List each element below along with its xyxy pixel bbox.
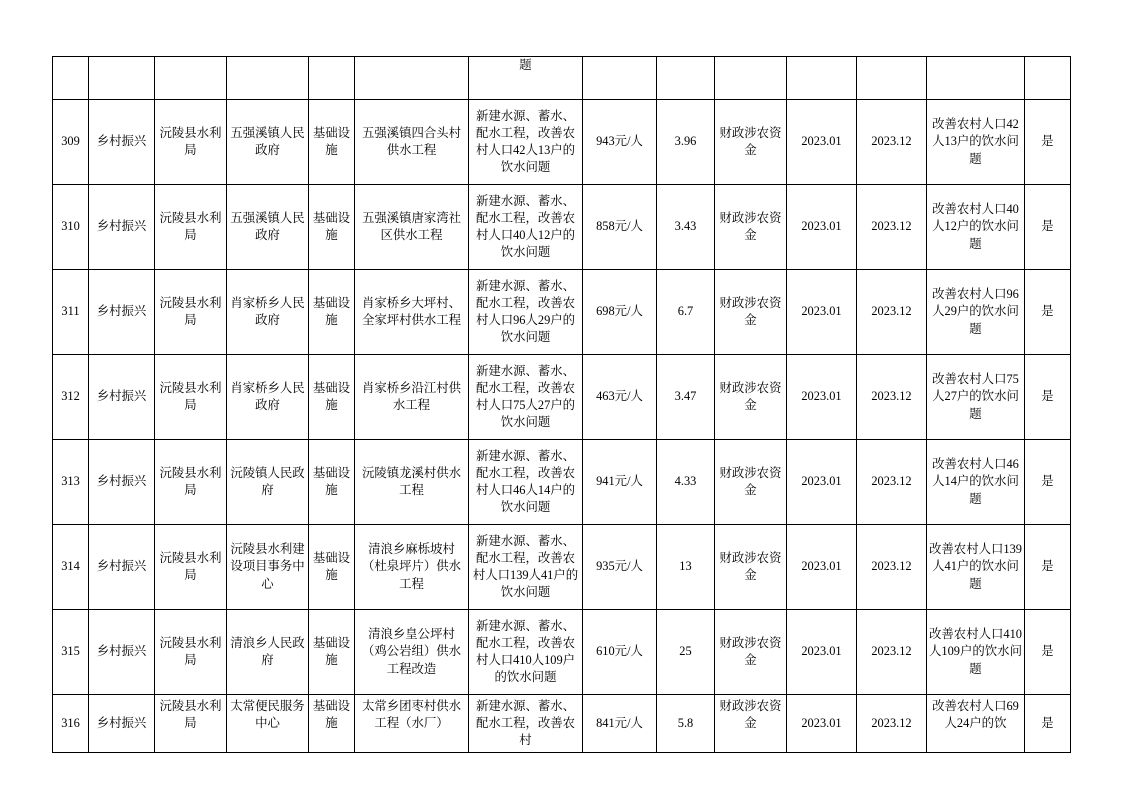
cell-flag: 是 <box>1025 355 1071 440</box>
cell-category: 乡村振兴 <box>89 270 155 355</box>
cell-type: 基础设施 <box>309 355 355 440</box>
cell-project <box>355 57 469 100</box>
cell-description: 新建水源、蓄水、配水工程，改善农村人口410人109户的饮水问题 <box>469 610 583 695</box>
cell-unit: 沅陵县水利局 <box>155 695 227 753</box>
cell-category <box>89 57 155 100</box>
cell-description: 新建水源、蓄水、配水工程，改善农村人口40人12户的饮水问题 <box>469 185 583 270</box>
cell-category: 乡村振兴 <box>89 610 155 695</box>
cell-benefit: 改善农村人口96人29户的饮水问题 <box>927 270 1025 355</box>
cell-end: 2023.12 <box>857 525 927 610</box>
cell-start: 2023.01 <box>787 525 857 610</box>
cell-project: 肖家桥乡大坪村、全家坪村供水工程 <box>355 270 469 355</box>
cell-unit: 沅陵县水利局 <box>155 610 227 695</box>
cell-benefit: 改善农村人口139人41户的饮水问题 <box>927 525 1025 610</box>
cell-unit: 沅陵县水利局 <box>155 185 227 270</box>
cell-benefit: 改善农村人口40人12户的饮水问题 <box>927 185 1025 270</box>
cell-start: 2023.01 <box>787 270 857 355</box>
cell-amount: 3.43 <box>657 185 715 270</box>
cell-funding: 财政涉农资金 <box>715 525 787 610</box>
cell-project: 五强溪镇唐家湾社区供水工程 <box>355 185 469 270</box>
cell-flag: 是 <box>1025 440 1071 525</box>
cell-start: 2023.01 <box>787 610 857 695</box>
cell-no: 312 <box>53 355 89 440</box>
cell-flag: 是 <box>1025 100 1071 185</box>
project-list-table <box>52 56 1071 753</box>
cell-project: 五强溪镇四合头村供水工程 <box>355 100 469 185</box>
cell-funding: 财政涉农资金 <box>715 355 787 440</box>
cell-unit: 沅陵县水利局 <box>155 100 227 185</box>
cell-category: 乡村振兴 <box>89 355 155 440</box>
cell-category: 乡村振兴 <box>89 525 155 610</box>
cell-benefit: 改善农村人口69人24户的饮 <box>927 695 1025 753</box>
cell-start: 2023.01 <box>787 440 857 525</box>
cell-start: 2023.01 <box>787 100 857 185</box>
cell-flag: 是 <box>1025 525 1071 610</box>
cell-project: 肖家桥乡沿江村供水工程 <box>355 355 469 440</box>
cell-end: 2023.12 <box>857 270 927 355</box>
cell-type: 基础设施 <box>309 185 355 270</box>
table-row <box>53 610 1071 695</box>
cell-no: 309 <box>53 100 89 185</box>
cell-benefit: 改善农村人口75人27户的饮水问题 <box>927 355 1025 440</box>
cell-funding: 财政涉农资金 <box>715 185 787 270</box>
cell-standard: 841元/人 <box>583 695 657 753</box>
cell-end: 2023.12 <box>857 185 927 270</box>
table-row <box>53 440 1071 525</box>
cell-funding <box>715 57 787 100</box>
cell-flag <box>1025 57 1071 100</box>
cell-unit: 沅陵县水利局 <box>155 440 227 525</box>
cell-implementer: 肖家桥乡人民政府 <box>227 355 309 440</box>
cell-implementer: 五强溪镇人民政府 <box>227 100 309 185</box>
cell-no: 314 <box>53 525 89 610</box>
cell-category: 乡村振兴 <box>89 100 155 185</box>
cell-end: 2023.12 <box>857 695 927 753</box>
cell-no <box>53 57 89 100</box>
cell-implementer: 太常便民服务中心 <box>227 695 309 753</box>
cell-amount: 3.47 <box>657 355 715 440</box>
cell-amount: 5.8 <box>657 695 715 753</box>
cell-end: 2023.12 <box>857 440 927 525</box>
cell-implementer: 肖家桥乡人民政府 <box>227 270 309 355</box>
cell-type: 基础设施 <box>309 270 355 355</box>
cell-amount: 6.7 <box>657 270 715 355</box>
cell-start <box>787 57 857 100</box>
cell-benefit: 改善农村人口410人109户的饮水问题 <box>927 610 1025 695</box>
cell-implementer <box>227 57 309 100</box>
cell-category: 乡村振兴 <box>89 695 155 753</box>
cell-unit: 沅陵县水利局 <box>155 525 227 610</box>
cell-implementer: 五强溪镇人民政府 <box>227 185 309 270</box>
cell-flag: 是 <box>1025 270 1071 355</box>
table-row-continuation <box>53 57 1071 100</box>
cell-implementer: 沅陵镇人民政府 <box>227 440 309 525</box>
cell-amount <box>657 57 715 100</box>
cell-description: 新建水源、蓄水、配水工程，改善农村人口96人29户的饮水问题 <box>469 270 583 355</box>
cell-benefit: 改善农村人口42人13户的饮水问题 <box>927 100 1025 185</box>
cell-implementer: 沅陵县水利建设项目事务中心 <box>227 525 309 610</box>
cell-standard: 941元/人 <box>583 440 657 525</box>
cell-type: 基础设施 <box>309 440 355 525</box>
table-row <box>53 100 1071 185</box>
cell-description: 新建水源、蓄水、配水工程，改善农村人口139人41户的饮水问题 <box>469 525 583 610</box>
cell-category: 乡村振兴 <box>89 185 155 270</box>
cell-no: 310 <box>53 185 89 270</box>
cell-benefit: 改善农村人口46人14户的饮水问题 <box>927 440 1025 525</box>
cell-type: 基础设施 <box>309 525 355 610</box>
cell-type <box>309 57 355 100</box>
cell-standard <box>583 57 657 100</box>
cell-end <box>857 57 927 100</box>
cell-start: 2023.01 <box>787 355 857 440</box>
cell-implementer: 清浪乡人民政府 <box>227 610 309 695</box>
cell-no: 313 <box>53 440 89 525</box>
cell-end: 2023.12 <box>857 355 927 440</box>
cell-description: 题 <box>469 57 583 100</box>
cell-amount: 3.96 <box>657 100 715 185</box>
cell-type: 基础设施 <box>309 610 355 695</box>
cell-standard: 610元/人 <box>583 610 657 695</box>
cell-type: 基础设施 <box>309 695 355 753</box>
cell-description: 新建水源、蓄水、配水工程，改善农村人口42人13户的饮水问题 <box>469 100 583 185</box>
table-row <box>53 270 1071 355</box>
cell-flag: 是 <box>1025 185 1071 270</box>
cell-description: 新建水源、蓄水、配水工程，改善农村人口75人27户的饮水问题 <box>469 355 583 440</box>
cell-unit <box>155 57 227 100</box>
cell-no: 316 <box>53 695 89 753</box>
cell-project: 清浪乡皇公坪村（鸡公岩组）供水工程改造 <box>355 610 469 695</box>
cell-unit: 沅陵县水利局 <box>155 355 227 440</box>
cell-funding: 财政涉农资金 <box>715 440 787 525</box>
cell-standard: 935元/人 <box>583 525 657 610</box>
cell-end: 2023.12 <box>857 610 927 695</box>
table-row <box>53 185 1071 270</box>
cell-no: 311 <box>53 270 89 355</box>
cell-standard: 858元/人 <box>583 185 657 270</box>
cell-standard: 463元/人 <box>583 355 657 440</box>
table-body <box>53 57 1071 753</box>
cell-funding: 财政涉农资金 <box>715 270 787 355</box>
table-row <box>53 355 1071 440</box>
cell-amount: 25 <box>657 610 715 695</box>
table-row <box>53 525 1071 610</box>
cell-funding: 财政涉农资金 <box>715 100 787 185</box>
cell-end: 2023.12 <box>857 100 927 185</box>
cell-description: 新建水源、蓄水、配水工程，改善农村 <box>469 695 583 753</box>
cell-unit: 沅陵县水利局 <box>155 270 227 355</box>
cell-start: 2023.01 <box>787 185 857 270</box>
cell-type: 基础设施 <box>309 100 355 185</box>
cell-funding: 财政涉农资金 <box>715 610 787 695</box>
cell-description: 新建水源、蓄水、配水工程，改善农村人口46人14户的饮水问题 <box>469 440 583 525</box>
cell-start: 2023.01 <box>787 695 857 753</box>
cell-flag: 是 <box>1025 610 1071 695</box>
cell-flag: 是 <box>1025 695 1071 753</box>
cell-project: 太常乡团枣村供水工程（水厂） <box>355 695 469 753</box>
cell-project: 清浪乡麻栎坡村（杜泉坪片）供水工程 <box>355 525 469 610</box>
cell-standard: 943元/人 <box>583 100 657 185</box>
cell-project: 沅陵镇龙溪村供水工程 <box>355 440 469 525</box>
cell-amount: 4.33 <box>657 440 715 525</box>
cell-standard: 698元/人 <box>583 270 657 355</box>
table-row <box>53 695 1071 753</box>
cell-benefit <box>927 57 1025 100</box>
cell-funding: 财政涉农资金 <box>715 695 787 753</box>
cell-amount: 13 <box>657 525 715 610</box>
cell-category: 乡村振兴 <box>89 440 155 525</box>
cell-no: 315 <box>53 610 89 695</box>
